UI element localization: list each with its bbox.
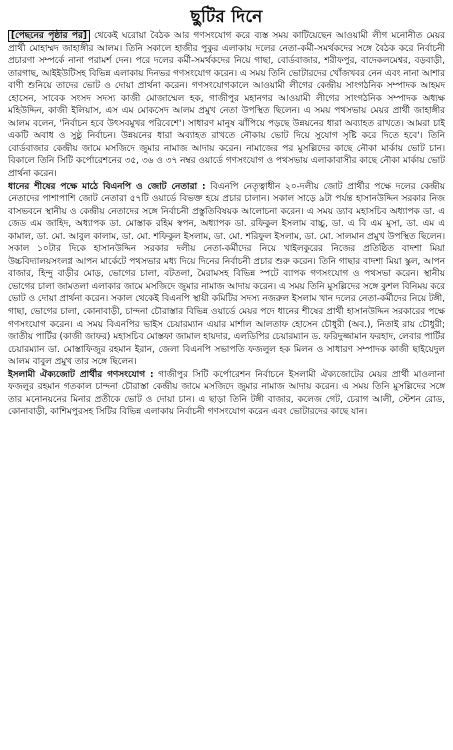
paragraph-3	[8, 369, 445, 419]
section-lead-bnp: ধানের শীষের পক্ষে মাঠে বিএনপি ও জোট নেতারা :	[8, 181, 206, 192]
paragraph-2-text: বিএনপি নেতৃত্বাধীন ২০-দলীয় জোট প্রার্থীর পক্ষে দলের কেন্দ্রীয় নেতাদের পাশাপাশি জোট নেতারা ৫৭টি ওয়ার্ডে বিভক্ত হয়ে প্রচার চালান। সকাল সাড়ে ৯টা পর্যন্ত হাসানউদ্দিন সরকার নিজ বাসভবনে স্থানীয় ও কেন্দ্রীয় নেতাদের সঙ্গে নির্বাচনী প্রস্তুতিবিষয়ক আলোচনা করেন। এ সময় ড্যাব মহাসচিব অধ্যাপক ডা. এ জেড এম জাহিদ, অধ্যাপক ডা. মোস্তাক রহিম স্বপন, অধ্যাপক ডা. রফিকুল ইসলাম বাচ্চু, ডা. এ বি এম মুসা, ডা. এম এ কামাল, ডা. মো. আবুল কালাম, ডা. মো. শফিকুল ইসলাম, ডা. মো. শরিফুল ইসলাম, ডা. মো. সালমান প্রমুখ উপস্থিত ছিলেন। সকাল ১০টার দিকে হাসানউদ্দিন সরকার দলীয় নেতা-কর্মীদের নিয়ে খাইলকুরের নিজের প্রতিষ্ঠিত বাদশা মিয়া উচ্চবিদ্যালয়সংলগ্ন আপন মার্কেটে পথসভার মধ্য দিয়ে দিনের নির্বাচনী প্রচার শুরু করেন। তিনি গাছার বাদশা মিয়া স্কুল, আপন বাজার, হিন্দু বাড়ীর মোড়, ভোগের চালা, বটতলা, মৈরামসহ বিভিন্ন স্পটে ব্যাপক গণসংযোগ ও পথসভা করেন। স্থানীয় ভোগের চালা জামতলা এলাকার জামে মসজিদে জুমার নামাজ আদায় করেন। এ সময় তিনি মুসল্লিদের সঙ্গে কুশল বিনিময় করে ভোট ও দোয়া প্রার্থনা করেন। সকাল থেকেই বিএনপি স্থায়ী কমিটির সদস্য নজরুল ইসলাম খান দলের নেতা-কর্মীদের নিয়ে টঙ্গী, গাছা, ভোগের চালা, কোনাবাড়ী, চান্দনা চৌরাস্তার বিভিন্ন ওয়ার্ডে মেয়র পদে ধানের শীষের প্রার্থী হাসানউদ্দিন সরকারের পক্ষে গণসংযোগ করেন। এ সময় বিএনপির ভাইস চেয়ারম্যান এয়ার মার্শাল আলতাফ হোসেন চৌধুরী (অব.), নিতাই রায় চৌধুরী; জাতীয় পার্টির (কাজী জাফর) মহাসচিব মোস্তফা জামাল হায়দার, এলডিপির চেয়ারম্যান ড. ফরিদুজ্জামান ফরহাদ, লেবার পার্টির চেয়ারম্যান ডা. মোস্তাফিজুর রহমান ইরান, জেলা বিএনপি সভাপতি ফজলুল হক মিলন ও সাধারণ সম্পাদক কাজী ছাইয়েদুল আলম বাবুল প্রমুখ তার সঙ্গে ছিলেন।	[8, 181, 445, 368]
section-lead-islami: ইসলামী ঐক্যজোট প্রার্থীর গণসংযোগ :	[8, 369, 154, 380]
paragraph-1	[8, 30, 445, 181]
article-headline: ছুটির দিনে	[190, 7, 263, 27]
article-body	[8, 30, 445, 419]
paragraph-3-text: গাজীপুর সিটি কর্পোরেশন নির্বাচনে ইসলামী ঐক্যজোটের মেয়র প্রার্থী মাওলানা ফজলুর রহমান গতকাল চান্দনা চৌরাস্তা কেন্দ্রীয় জামে মসজিদে জুমার নামাজ আদায় করেন। এ সময় তিনি মুসল্লিদের সঙ্গে তার মনোনয়নের মিনার প্রতীকে ভোট ও দোয়া চান। এ ছাড়া তিনি টঙ্গী বাজার, কলেজ গেট, চেরাগ আলী, স্টেশন রোড, কোনাবাড়ী, কাশিমপুরসহ সিটির বিভিন্ন এলাকায় নির্বাচনী গণসংযোগ করেন এবং ভোটারদের কাছে যান।	[8, 369, 445, 418]
paragraph-2	[8, 181, 445, 369]
continued-label: [পেছনের পৃষ্ঠার পর]	[8, 30, 90, 42]
paragraph-1-text: থেকেই ঘরোয়া বৈঠক আর গণসংযোগ করে ব্যস্ত সময় কাটিয়েছেন আওয়ামী লীগ মনোনীত মেয়র প্রার্থী মোহাম্মদ জাহাঙ্গীর আলম। তিনি সকালে হাজীর পুকুর এলাকায় দলের নেতা-কর্মী-সমর্থকদের সঙ্গে বৈঠক করে নির্বাচনী প্রচারণা সম্পর্কে নানা পরামর্শ দেন। পরে দলের কর্মী-সমর্থকদের নিয়ে গাছা, বোর্ডবাজার, শরীফপুর, বাদেকলমেশ্বর, বড়বাড়ী, তারগাছ, আইইউটিসহ বিভিন্ন এলাকায় দিনভর গণসংযোগ করেন। এ সময় তিনি ভোটারদের খোঁজখবর নেন এবং নানা আশার বাণী শুনিয়ে তাদের ভোট ও দোয়া প্রার্থনা করেন। গণসংযোগকালে আওয়ামী লীগের কেন্দ্রীয় সাংগঠনিক সম্পাদক আহমদ হোসেন, সাবেক সংসদ সদস্য কাজী মোজাম্মেল হক, গাজীপুর মহানগর আওয়ামী লীগের সাংগঠনিক সম্পাদক অধ্যক্ষ মহিউদ্দিন, কাজী ইলিয়াস, এস এম মোকসেদ আলম প্রমুখ নেতা উপস্থিত ছিলেন। এ সময় পথসভায় মেয়র প্রার্থী জাহাঙ্গীর আলম বলেন, 'নির্বাচন হবে উৎসবমুখর পরিবেশে'। সাধারণ মানুষ ঝাঁপিয়ে পড়ছে উন্নয়নের ধারা অব্যাহত রাখতে। আমরা চাই একটি অবাধ ও সুষ্ঠু নির্বাচন। উন্নয়নের ধারা অব্যাহত রাখতে নৌকায় ভোট দিয়ে সুযোগ সৃষ্টি করে দিতে হবে'। তিনি বোর্ডবাজার কেন্দ্রীয় জামে মসজিদে জুমার নামাজ আদায় করেন। নামাজের পর মুসল্লিদের কাছে নৌকা মার্কায় ভোট চান। বিকালে তিনি সিটি কর্পোরেশনের ৩৫, ৩৬ ও ৩৭ নম্বর ওয়ার্ডে গণসংযোগ ও পথসভায় এলাকাবাসীর কাছে নৌকা মার্কায় ভোট প্রার্থনা করেন।	[8, 31, 445, 180]
